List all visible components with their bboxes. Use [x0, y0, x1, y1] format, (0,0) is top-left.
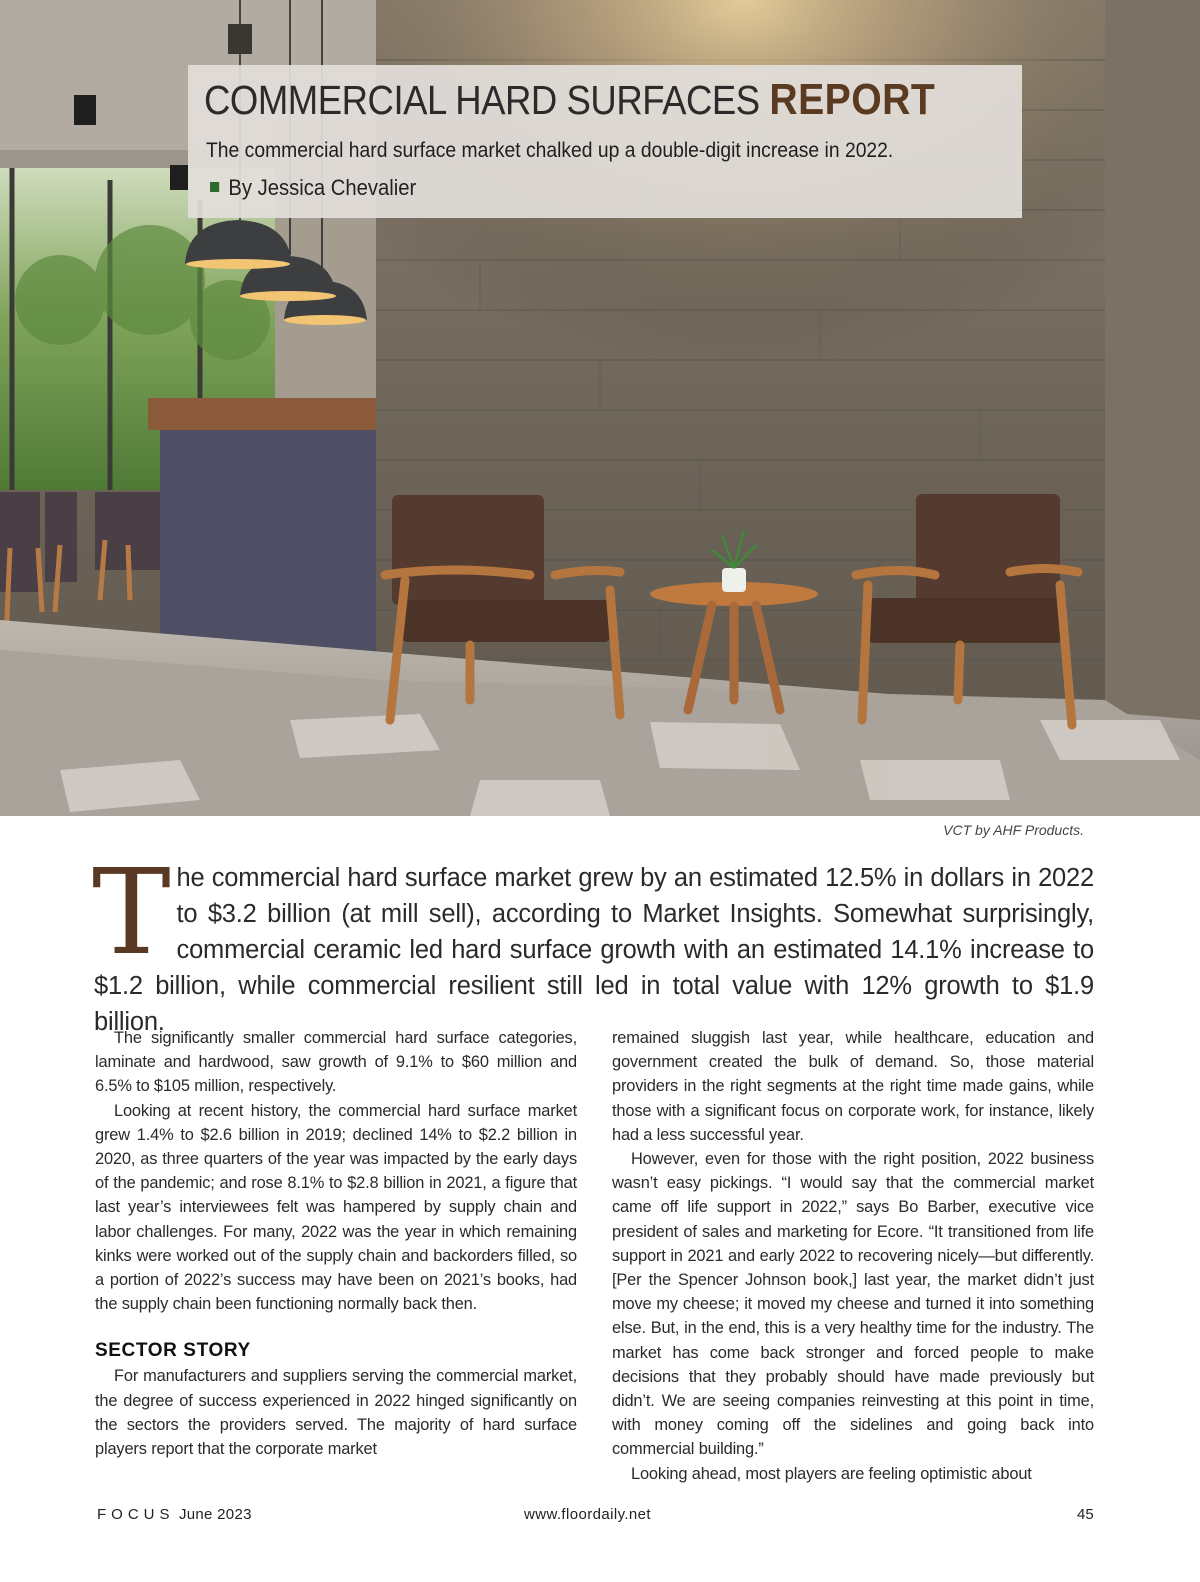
title-panel: [188, 65, 1022, 218]
paragraph: The significantly smaller commercial hard surface categories, laminate and hardwood, saw growth of 9.1% to $60 million and 6.5% to $105 million, respectively.: [95, 1029, 577, 1096]
byline: [210, 175, 416, 201]
article-title: [204, 73, 935, 127]
article-subtitle: The commercial hard surface market chalked up a double-digit increase in 2022.: [206, 139, 894, 162]
paragraph: For manufacturers and suppliers serving the commercial market, the degree of success experienced in 2022 hinged significantly on the sectors the providers served. The majority of hard surface players report that the corporate market: [95, 1367, 577, 1459]
page-number: 45: [1077, 1506, 1094, 1523]
square-bullet-icon: [210, 182, 219, 192]
issue-date: June 2023: [174, 1506, 252, 1523]
title-main: COMMERCIAL HARD SURFACES: [204, 77, 770, 123]
drop-cap: T: [92, 843, 171, 981]
paragraph: Looking ahead, most players are feeling optimistic about: [631, 1464, 1032, 1483]
title-accent: REPORT: [769, 75, 936, 124]
paragraph: However, even for those with the right position, 2022 business wasn’t easy pickings. “I would say that the commercial market came off life support in 2022,” says Bo Barber, executive vice president of sales and marketing for Ecore. “It transitioned from life support in 2021 and early 2022 to recovering nicely—but differently. [Per the Spencer Johnson book,] last year, the market didn’t just move my cheese; it moved my cheese and turned it into something else. But, in the end, this is a very healthy time for the industry. The market has come back stronger and forced people to make decisions that they probably should have made previously but didn’t. We are seeing companies reinvesting at this point in time, with money coming off the sidelines and going back into commercial building.”: [612, 1150, 1094, 1459]
publication-name: FOCUS: [97, 1506, 175, 1523]
lead-text: he commercial hard surface market grew by an estimated 12.5% in dollars in 2022 to $3.2 billion (at mill sell), according to Market Insights. Somewhat surprisingly, commercial ceramic led hard surface growth with an estimated 14.1% increase to $1.2 billion, while commercial resilient still led in total value with 12% growth to $1.9 billion.: [94, 864, 1094, 1036]
photo-caption: VCT by AHF Products.: [943, 822, 1084, 838]
lead-paragraph: [92, 843, 1094, 1040]
paragraph: Looking at recent history, the commercial hard surface market grew 1.4% to $2.6 billion in 2019; declined 14% to $2.2 billion in 2020, as three quarters of the year was impacted by the early days of the pandemic; and rose 8.1% to $2.8 billion in 2021, a figure that last year’s interviewees felt was hampered by supply chain and labor challenges. For many, 2022 was the year in which remaining kinks were worked out of the supply chain and backorders filled, so a portion of 2022’s success may have been on 2021’s books, had the supply chain been functioning normally back then.: [95, 1101, 577, 1314]
body-column-left: [95, 1026, 577, 1461]
body-column-right: [612, 1026, 1094, 1486]
paragraph: remained sluggish last year, while healthcare, education and government created the bulk of demand. So, those material providers in the right segments at the right time made gains, while those with a significant focus on corporate work, for instance, likely had a less successful year.: [612, 1029, 1094, 1144]
section-heading: SECTOR STORY: [95, 1340, 251, 1362]
byline-text: By Jessica Chevalier: [228, 175, 417, 200]
footer-publication: [97, 1506, 252, 1523]
footer-website[interactable]: www.floordaily.net: [524, 1506, 651, 1523]
